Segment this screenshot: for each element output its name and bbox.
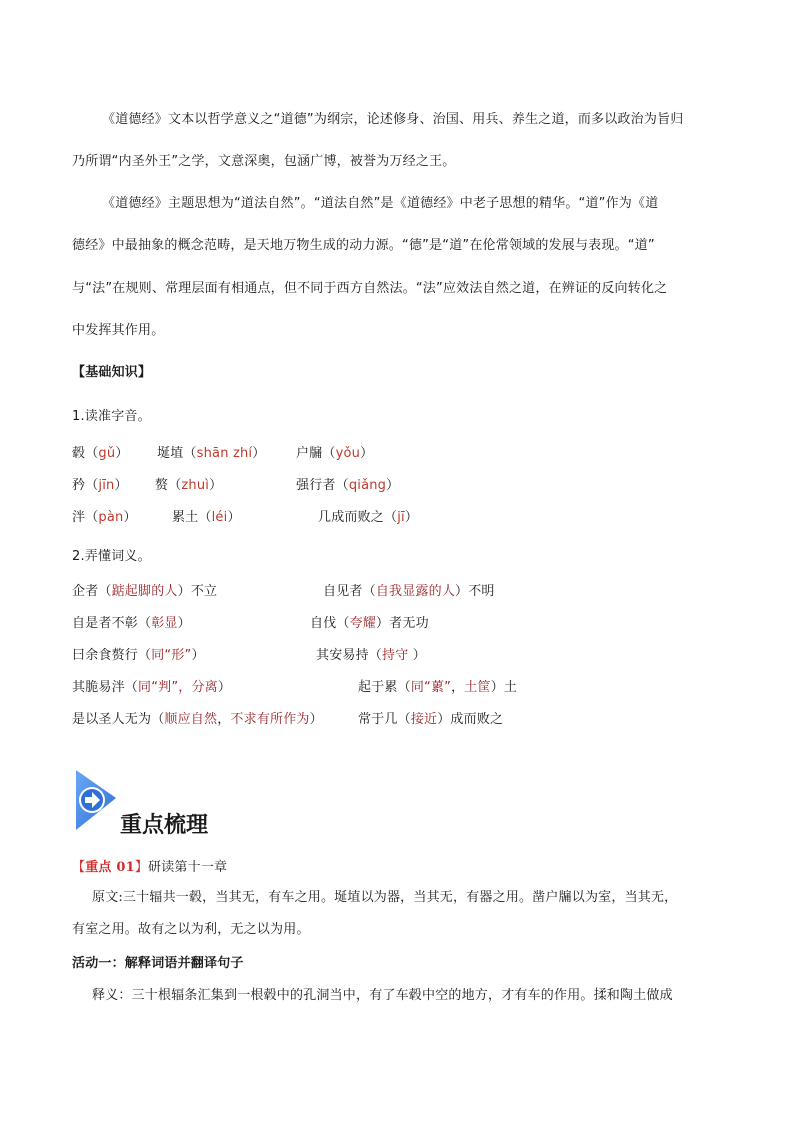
original-text-line: 原文:三十辐共一毂，当其无，有车之用。埏埴以为器，当其无，有器之用。凿户牖以为室，当其无， xyxy=(92,890,678,905)
vocab-item: 企者（踮起脚的人）不立 xyxy=(72,584,218,599)
intro-line: 乃所谓“内圣外王”之学，文意深奥，包涵广博，被誉为万经之王。 xyxy=(72,154,456,169)
original-text-line: 有室之用。故有之以为利，无之以为用。 xyxy=(72,922,310,937)
vocab-item: 起于累（同“蔂”，土筐）土 xyxy=(358,680,518,695)
vocab-item: 自是者不彰（彰显） xyxy=(72,616,191,631)
vocab-item: 常于几（接近）成而败之 xyxy=(358,712,504,727)
pron-item: 累土（léi） xyxy=(172,510,241,525)
intro-line: 《道德经》主题思想为“道法自然”。“道法自然”是《道德经》中老子思想的精华。“道”作为《道 xyxy=(102,196,659,211)
pron-item: 泮（pàn） xyxy=(72,510,137,525)
intro-line: 与“法”在规则、常理层面有相通点，但不同于西方自然法。“法”应效法自然之道，在辨证的反向转化之 xyxy=(72,281,668,296)
arrow-circle-icon xyxy=(70,768,118,832)
basics-title: 【基础知识】 xyxy=(72,365,152,380)
key-point-label: 【重点 01】研读第十一章 xyxy=(72,860,228,875)
section-title: 重点梳理 xyxy=(120,812,209,838)
intro-line: 《道德经》文本以哲学意义之“道德”为纲宗，论述修身、治国、用兵、养生之道，而多以政治为旨归 xyxy=(102,112,684,127)
intro-line: 中发挥其作用。 xyxy=(72,323,165,338)
question-1: 1.读准字音。 xyxy=(72,409,151,424)
pron-item: 户牖（yǒu） xyxy=(296,446,374,461)
vocab-item: 曰余食赘行（同“形”） xyxy=(72,648,205,663)
vocab-item: 自伐（夸耀）者无功 xyxy=(310,616,429,631)
explanation-line: 释义：三十根辐条汇集到一根毂中的孔洞当中，有了车毂中空的地方，才有车的作用。揉和陶土做成 xyxy=(92,988,673,1003)
pron-item: 毂（gǔ） xyxy=(72,446,129,461)
vocab-item: 其脆易泮（同“判”，分离） xyxy=(72,680,232,695)
vocab-item: 自见者（自我显露的人）不明 xyxy=(323,584,495,599)
vocab-item: 是以圣人无为（顺应自然，不求有所作为） xyxy=(72,712,323,727)
pron-item: 强行者（qiǎng） xyxy=(296,478,400,493)
pron-item: 赘（zhuì） xyxy=(155,478,223,493)
vocab-item: 其安易持（持守 ） xyxy=(316,648,426,663)
question-2: 2.弄懂词义。 xyxy=(72,549,151,564)
pron-item: 几成而败之（jī） xyxy=(318,510,419,525)
intro-line: 德经》中最抽象的概念范畴，是天地万物生成的动力源。“德”是“道”在伦常领域的发展与表现。“道” xyxy=(72,238,655,253)
pron-item: 埏埴（shān zhí） xyxy=(157,446,266,461)
activity-title: 活动一：解释词语并翻译句子 xyxy=(72,956,244,971)
pron-item: 矜（jīn） xyxy=(72,478,128,493)
